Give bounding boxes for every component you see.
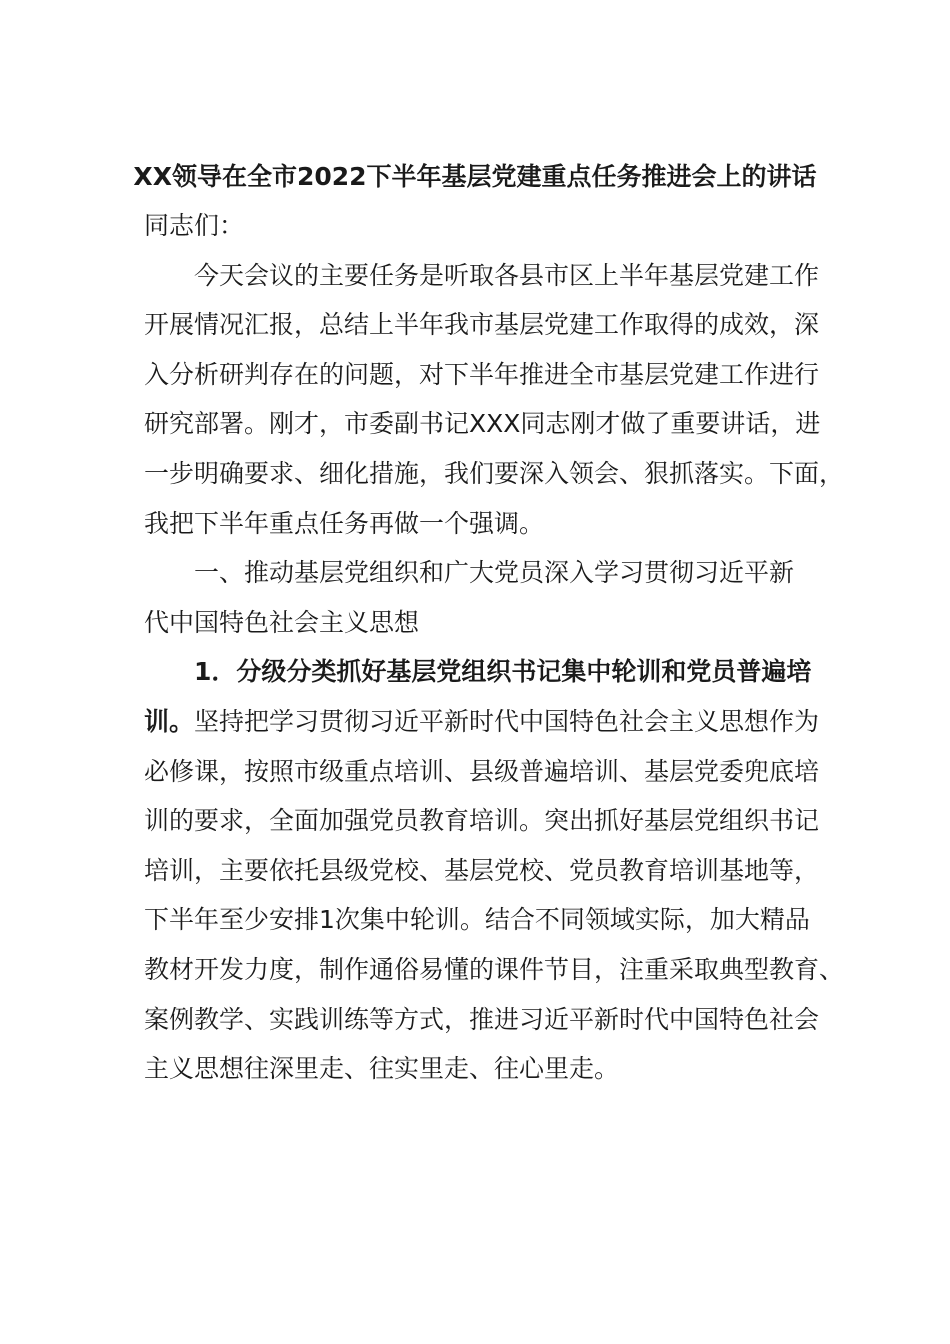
paragraph-line: 研究部署。刚才，市委副书记XXX同志刚才做了重要讲话，进: [144, 409, 821, 439]
item-text: 坚持把学习贯彻习近平新时代中国特色社会主义思想作为: [194, 706, 820, 736]
item-line: 训的要求，全面加强党员教育培训。突出抓好基层党组织书记: [144, 806, 820, 836]
salutation: 同志们：: [144, 211, 245, 240]
document-body: [144, 201, 845, 1094]
item-line: 教材开发力度，制作通俗易懂的课件节目，注重采取典型教育、: [144, 954, 845, 984]
paragraph-line: 开展情况汇报，总结上半年我市基层党建工作取得的成效，深: [144, 310, 820, 340]
item-heading: 1．分级分类抓好基层党组织书记集中轮训和党员普遍培: [194, 657, 812, 687]
item-line: 主义思想往深里走、往实里走、往心里走。: [144, 1054, 620, 1084]
section-heading-line: 一、推动基层党组织和广大党员深入学习贯彻习近平新: [194, 558, 795, 588]
item-line: [144, 697, 820, 747]
paragraph-line: 一步明确要求、细化措施，我们要深入领会、狠抓落实。下面，: [144, 458, 845, 488]
item-line: 培训，主要依托县级党校、基层党校、党员教育培训基地等，: [144, 855, 820, 885]
item-heading-end: 训。: [144, 706, 195, 736]
paragraph-line: 入分析研判存在的问题，对下半年推进全市基层党建工作进行: [144, 359, 820, 389]
section-heading-line: 代中国特色社会主义思想: [144, 607, 420, 637]
document-title: XX领导在全市2022下半年基层党建重点任务推进会上的讲话: [133, 162, 817, 191]
item-line: 下半年至少安排1次集中轮训。结合不同领域实际，加大精品: [144, 905, 810, 935]
paragraph-line: 我把下半年重点任务再做一个强调。: [144, 508, 545, 538]
item-line: 案例教学、实践训练等方式，推进习近平新时代中国特色社会: [144, 1004, 820, 1034]
item-line: 必修课，按照市级重点培训、县级普遍培训、基层党委兜底培: [144, 756, 820, 786]
paragraph-line: 今天会议的主要任务是听取各县市区上半年基层党建工作: [194, 260, 820, 290]
